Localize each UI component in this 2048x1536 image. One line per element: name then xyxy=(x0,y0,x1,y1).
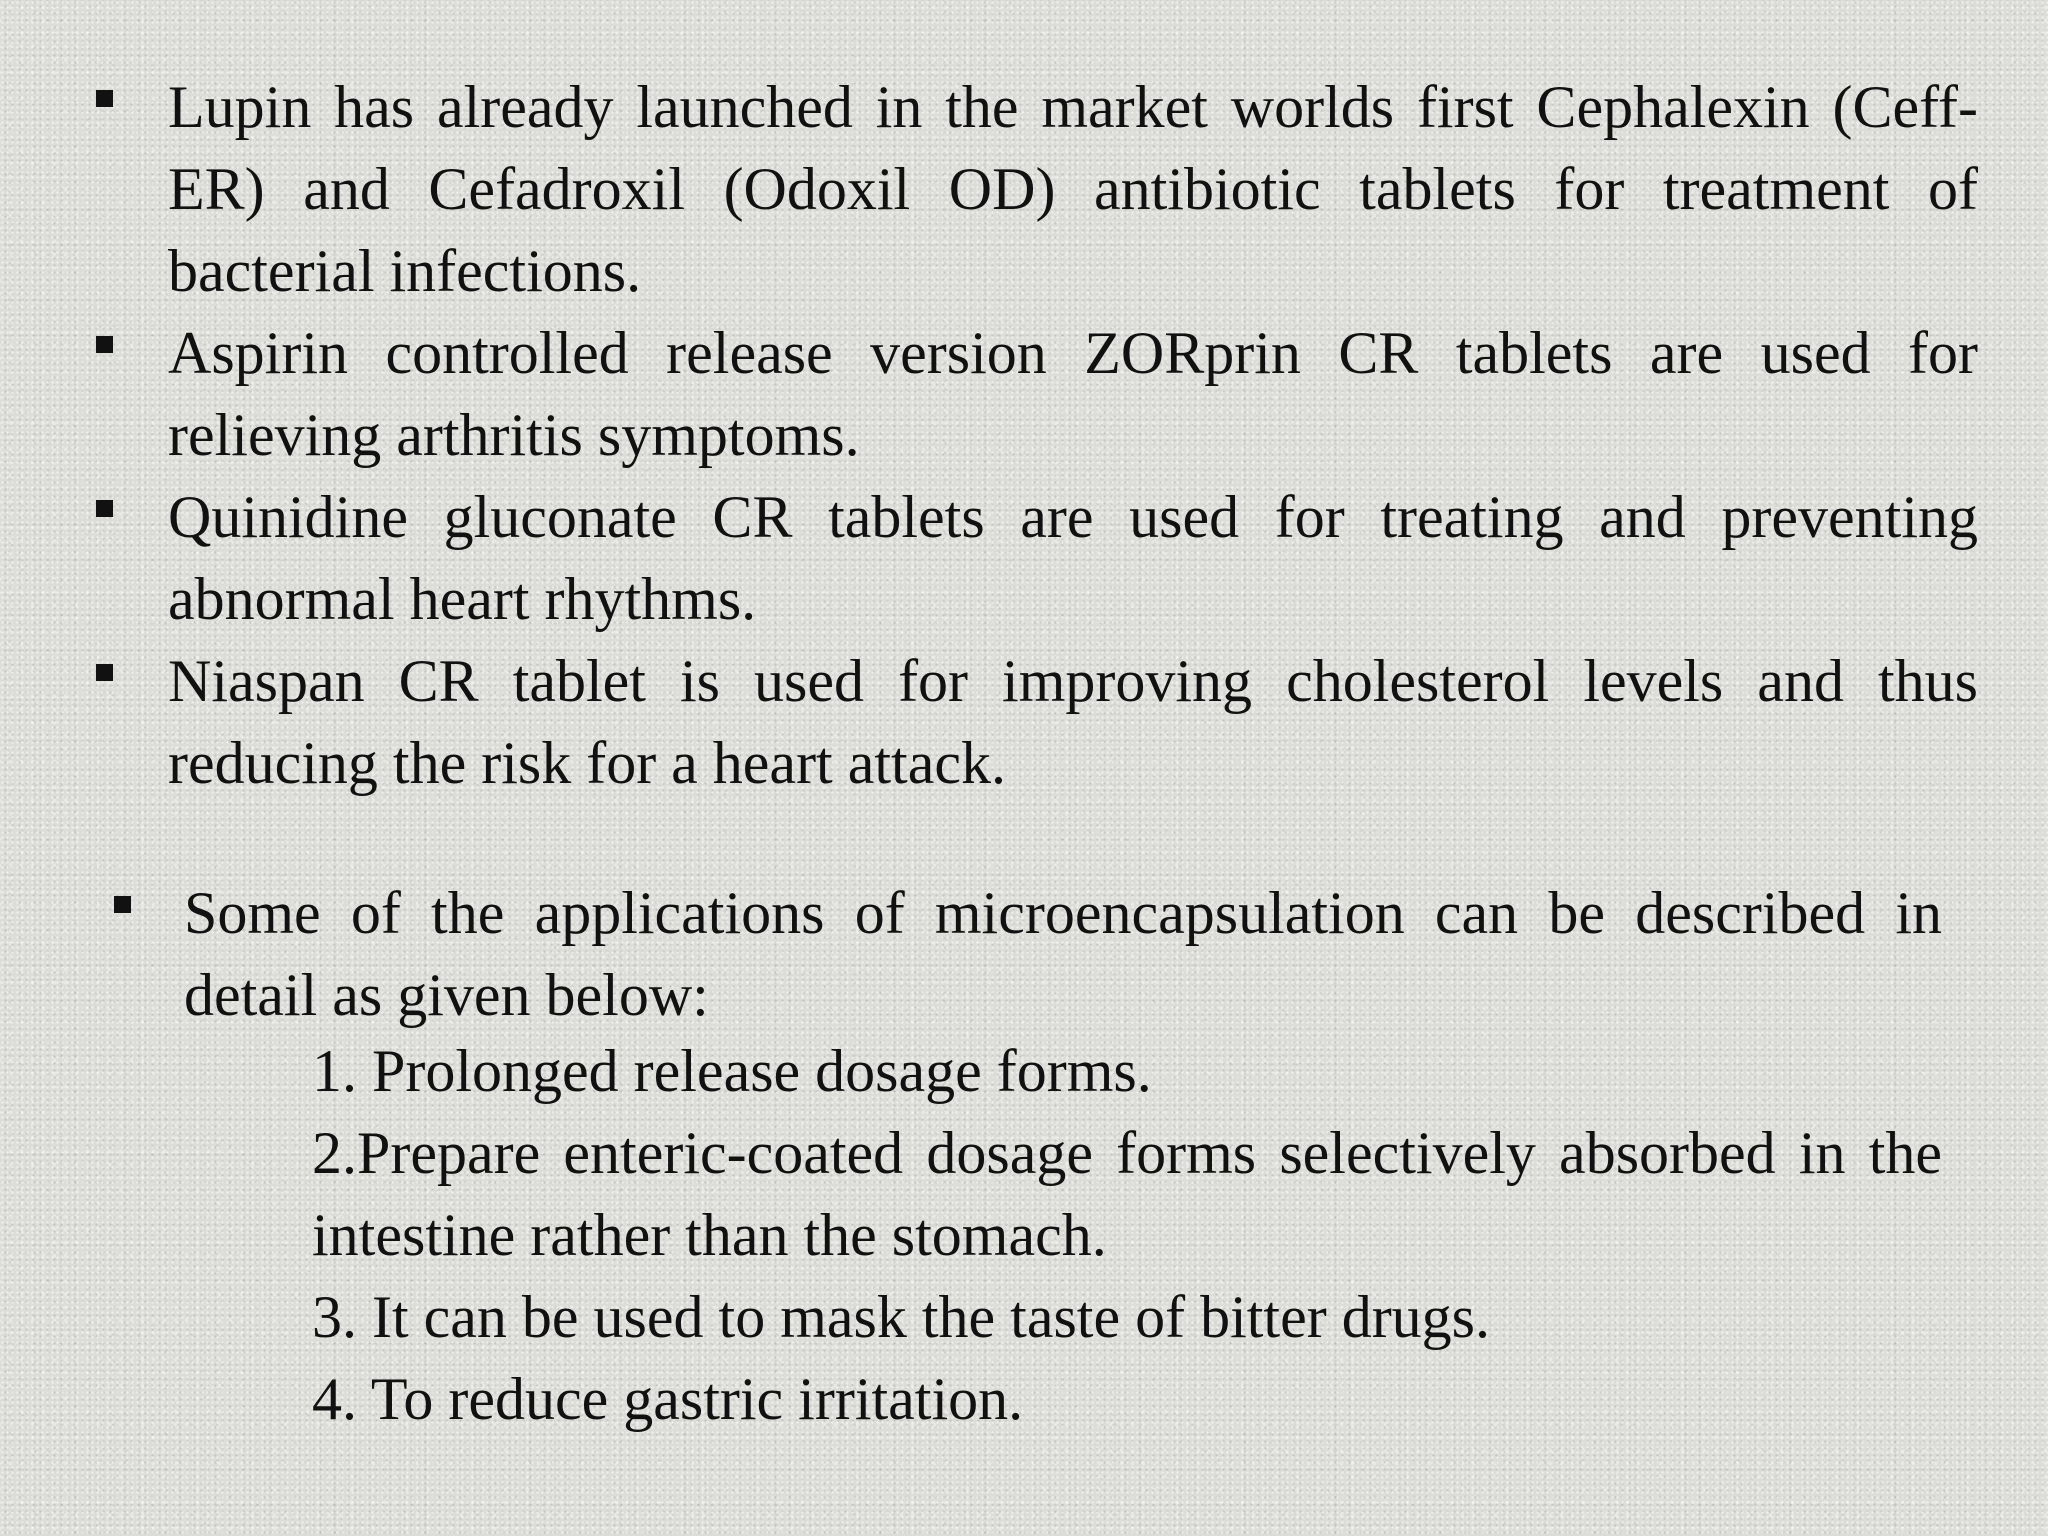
bullet-item xyxy=(96,312,1978,476)
bullet-text: Lupin has already launched in the market worlds first Cephalexin (Ceff-ER) and Cefadroxil (Odoxil OD) antibiotic tablets for treatment of bacterial infections. xyxy=(168,74,1978,304)
applications-intro: Some of the applications of microencapsulation can be described in detail as given below: xyxy=(184,880,1942,1028)
square-bullet-icon xyxy=(96,90,113,107)
bullet-text: Niaspan CR tablet is used for improving cholesterol levels and thus reducing the risk for a heart attack. xyxy=(168,648,1978,796)
numbered-item: 2.Prepare enteric-coated dosage forms selectively absorbed in the intestine rather than the stomach. xyxy=(312,1120,1942,1268)
square-bullet-icon xyxy=(96,500,113,517)
square-bullet-icon xyxy=(96,664,113,681)
bullet-item xyxy=(96,66,1978,312)
bullet-text: Quinidine gluconate CR tablets are used for treating and preventing abnormal heart rhythms. xyxy=(168,484,1978,632)
numbered-item: 3. It can be used to mask the taste of bitter drugs. xyxy=(312,1284,1491,1350)
numbered-applications xyxy=(312,1030,1942,1440)
square-bullet-icon xyxy=(114,896,131,913)
numbered-item: 1. Prolonged release dosage forms. xyxy=(312,1038,1152,1104)
square-bullet-icon xyxy=(96,336,113,353)
applications-list xyxy=(114,872,1942,1036)
bullet-list xyxy=(96,66,1978,804)
bullet-text: Aspirin controlled release version ZORprin CR tablets are used for relieving arthritis symptoms. xyxy=(168,320,1978,468)
bullet-item xyxy=(114,872,1942,1036)
bullet-item xyxy=(96,476,1978,640)
numbered-item: 4. To reduce gastric irritation. xyxy=(312,1366,1024,1432)
bullet-item xyxy=(96,640,1978,804)
